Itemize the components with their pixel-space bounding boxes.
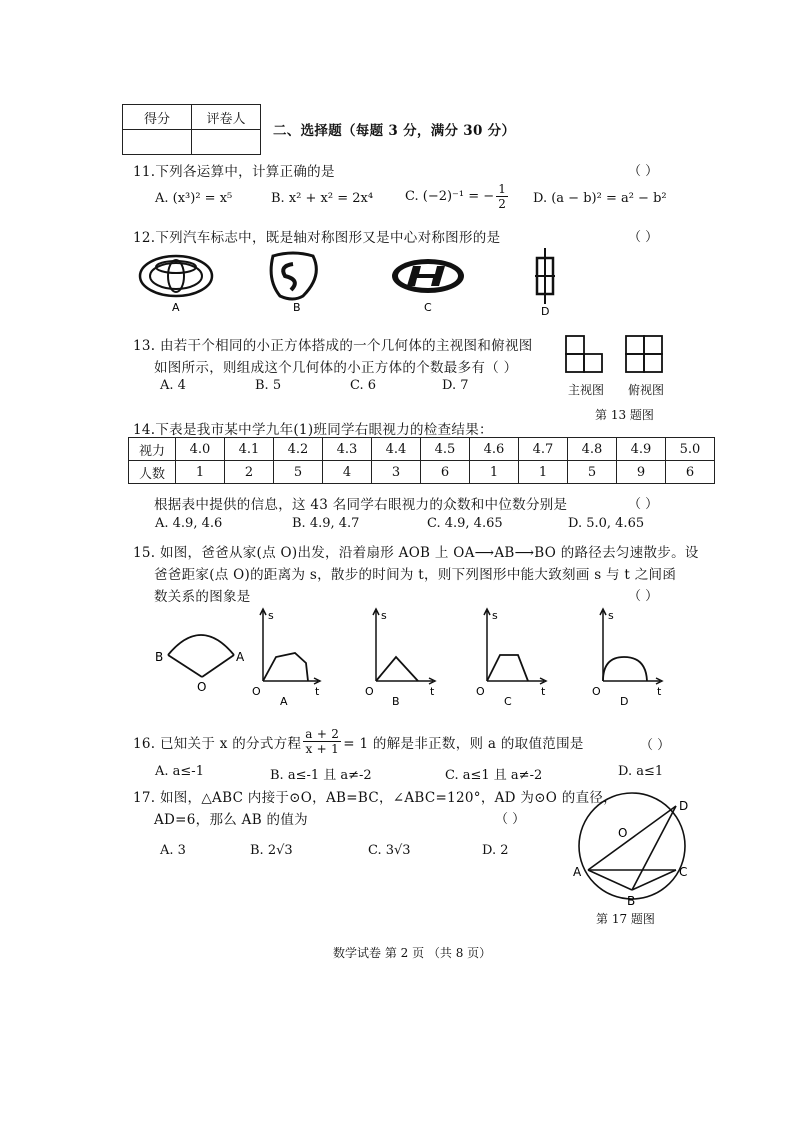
q13-option-d: D. 7 [442, 378, 469, 393]
score-cell [123, 130, 192, 155]
origin-label: O [365, 685, 374, 698]
logo-label-a: A [172, 301, 180, 314]
q15-line1: 15. 如图，爸爸从家(点 O)出发，沿着扇形 AOB 上 OA⟶AB⟶BO 的路径去匀速散步。设 [133, 545, 699, 561]
q17-line1: 17. 如图，△ABC 内接于⊙O，AB=BC，∠ABC=120°，AD 为⊙O 的直径， [133, 790, 617, 806]
toyota-logo-icon [140, 256, 212, 296]
q14-option-c: C. 4.9, 4.65 [427, 516, 503, 531]
count-cell: 1 [470, 461, 519, 484]
q14-follow: 根据表中提供的信息，这 43 名同学右眼视力的众数和中位数分别是 [154, 497, 568, 513]
graph-label-b: B [392, 695, 400, 708]
q16-fraction [303, 728, 341, 755]
vision-row [129, 438, 715, 461]
front-view-label: 主视图 [568, 383, 605, 397]
count-cell: 4 [323, 461, 372, 484]
point-o: O [618, 826, 628, 840]
q17-option-a: A. 3 [160, 843, 186, 858]
graph-a [252, 609, 320, 708]
q16-option-a: A. a≤-1 [155, 764, 204, 779]
graph-b [365, 609, 435, 708]
q13-views-figure [562, 330, 682, 380]
q16-answer-paren: （ ） [640, 738, 671, 753]
graph-c [476, 609, 546, 708]
q11-option-b: B. x² + x² = 2x⁴ [271, 191, 374, 206]
origin-label: O [476, 685, 485, 698]
q12-stem: 12.下列汽车标志中，既是轴对称图形又是中心对称图形的是 [133, 230, 501, 246]
graph-d [592, 609, 662, 708]
q14-stem: 14.下表是我市某中学九年(1)班同学右眼视力的检查结果： [133, 422, 493, 438]
q11-option-c-text: C. (−2)⁻¹ = − [405, 189, 495, 204]
count-cell: 3 [372, 461, 421, 484]
axis-t-label: t [657, 685, 662, 698]
origin-label: O [592, 685, 601, 698]
q11-option-d: D. (a − b)² = a² − b² [533, 191, 667, 206]
graph-label-d: D [620, 695, 629, 708]
q17-line2: AD=6，那么 AB 的值为 [154, 812, 308, 828]
q14-option-a: A. 4.9, 4.6 [155, 516, 223, 531]
count-cell: 5 [568, 461, 617, 484]
vision-cell: 4.5 [421, 438, 470, 461]
count-cell: 2 [225, 461, 274, 484]
swirl-logo-icon [271, 253, 316, 299]
logo-label-c: C [424, 301, 432, 314]
vision-cell: 4.6 [470, 438, 519, 461]
vision-cell: 4.1 [225, 438, 274, 461]
vision-cell: 4.0 [176, 438, 225, 461]
q17-option-c: C. 3√3 [368, 843, 411, 858]
vision-table [128, 437, 715, 484]
fraction-denominator: 2 [498, 197, 506, 211]
top-view-label: 俯视图 [628, 383, 665, 397]
point-d: D [679, 799, 689, 813]
q17-caption: 第 17 题图 [596, 912, 655, 926]
fraction-numerator: 1 [498, 182, 506, 196]
q11-option-c-fraction [496, 183, 508, 210]
section-title: 二、选择题（每题 3 分，满分 30 分） [273, 123, 516, 139]
axis-t-label: t [541, 685, 546, 698]
sector-point-o: O [197, 680, 207, 694]
q17-option-d: D. 2 [482, 843, 509, 858]
q13-option-a: A. 4 [160, 378, 186, 393]
sector-aob-icon [168, 635, 234, 677]
grader-header: 评卷人 [192, 105, 261, 130]
q13-line1: 13. 由若干个相同的小正方体搭成的一个几何体的主视图和俯视图 [133, 338, 533, 354]
fraction-numerator: a + 2 [305, 727, 340, 741]
count-cell: 1 [176, 461, 225, 484]
point-c: C [679, 865, 688, 879]
q16-stem-pre: 16. 已知关于 x 的分式方程 [133, 735, 302, 752]
fraction-denominator: x + 1 [305, 742, 340, 756]
q15-answer-paren: （ ） [628, 589, 659, 604]
sector-point-a: A [236, 650, 245, 664]
hyundai-logo-icon [392, 259, 464, 293]
q15-figure [150, 605, 680, 710]
graph-label-a: A [280, 695, 288, 708]
axis-s-label: s [268, 609, 274, 622]
grader-cell [192, 130, 261, 155]
lincoln-logo-icon [535, 248, 555, 304]
q13-option-c: C. 6 [350, 378, 377, 393]
q15-line3: 数关系的图象是 [154, 589, 251, 605]
q13-line2: 如图所示，则组成这个几何体的小正方体的个数最多有（ ） [154, 360, 518, 376]
q13-option-b: B. 5 [255, 378, 282, 393]
vision-cell: 4.7 [519, 438, 568, 461]
q16-option-b: B. a≤-1 且 a≠-2 [270, 768, 372, 783]
vision-cell: 4.2 [274, 438, 323, 461]
count-cell: 6 [666, 461, 715, 484]
vision-row-header: 视力 [129, 438, 176, 461]
graph-label-c: C [504, 695, 512, 708]
q14-option-b: B. 4.9, 4.7 [292, 516, 360, 531]
q11-answer-paren: （ ） [628, 164, 659, 179]
sector-point-b: B [155, 650, 164, 664]
origin-label: O [252, 685, 261, 698]
q16-option-d: D. a≤1 [618, 764, 664, 779]
axis-t-label: t [315, 685, 320, 698]
score-header: 得分 [123, 105, 192, 130]
q15-line2: 爸爸距家(点 O)的距离为 s，散步的时间为 t，则下列图形中能大致刻画 s 与 t 之间函 [154, 567, 677, 583]
q11-option-a: A. (x³)² = x⁵ [155, 191, 233, 206]
circle-diagram-icon [579, 793, 688, 899]
q11-option-c [405, 183, 510, 210]
vision-cell: 5.0 [666, 438, 715, 461]
top-view-icon [626, 336, 662, 372]
score-table [122, 104, 261, 155]
vision-cell: 4.8 [568, 438, 617, 461]
count-row [129, 461, 715, 484]
q14-option-d: D. 5.0, 4.65 [568, 516, 645, 531]
vision-cell: 4.3 [323, 438, 372, 461]
q16-stem-post: = 1 的解是非正数，则 a 的取值范围是 [343, 735, 584, 752]
front-view-icon [566, 336, 602, 372]
logo-label-d: D [541, 305, 550, 318]
q12-answer-paren: （ ） [628, 230, 659, 245]
page-footer: 数学试卷 第 2 页 （共 8 页） [333, 946, 492, 960]
q16-stem [133, 728, 584, 755]
car-logos-figure [125, 246, 585, 318]
count-cell: 6 [421, 461, 470, 484]
q11-stem: 11.下列各运算中，计算正确的是 [133, 164, 335, 180]
q14-answer-paren: （ ） [628, 497, 659, 512]
axis-s-label: s [608, 609, 614, 622]
q17-option-b: B. 2√3 [250, 843, 293, 858]
vision-cell: 4.4 [372, 438, 421, 461]
count-cell: 1 [519, 461, 568, 484]
logo-label-b: B [293, 301, 301, 314]
axis-s-label: s [381, 609, 387, 622]
point-a: A [573, 865, 582, 879]
axis-t-label: t [430, 685, 435, 698]
q17-answer-paren: （ ） [495, 812, 526, 827]
point-b: B [627, 894, 636, 908]
count-cell: 5 [274, 461, 323, 484]
count-cell: 9 [617, 461, 666, 484]
q13-caption: 第 13 题图 [595, 408, 654, 422]
q16-option-c: C. a≤1 且 a≠-2 [445, 768, 543, 783]
axis-s-label: s [492, 609, 498, 622]
count-row-header: 人数 [129, 461, 176, 484]
vision-cell: 4.9 [617, 438, 666, 461]
q17-circle-figure [566, 790, 696, 908]
